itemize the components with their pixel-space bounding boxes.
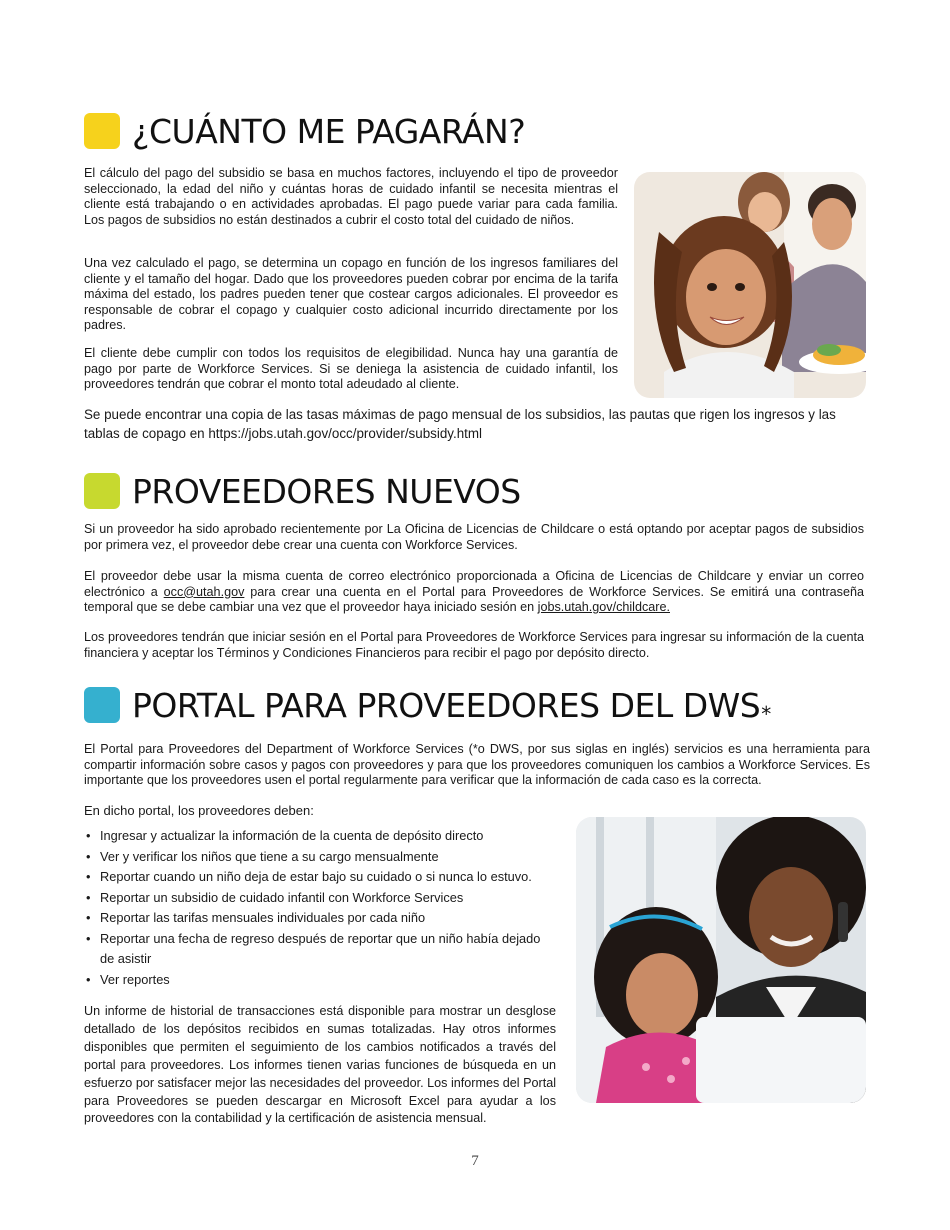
- section-title-text: PORTAL PARA PROVEEDORES DEL DWS: [132, 685, 761, 725]
- section-heading-new-providers: [84, 473, 521, 509]
- list-item: • Ingresar y actualizar la información de la cuenta de depósito directo: [84, 826, 554, 847]
- list-item: • Reportar un subsidio de cuidado infantil con Workforce Services: [84, 888, 554, 909]
- blue-square-icon: [84, 687, 120, 723]
- yellow-square-icon: [84, 113, 120, 149]
- childcare-link[interactable]: jobs.utah.gov/childcare.: [537, 600, 670, 615]
- family-photo-illustration: [634, 172, 866, 398]
- asterisk: *: [761, 701, 771, 726]
- section-title: ¿CUÁNTO ME PAGARÁN?: [132, 111, 526, 151]
- paragraph: Una vez calculado el pago, se determina un copago en función de los ingresos familiares del cliente y el tamaño del hogar. Dado que los proveedores pueden cobrar por encima de la tarifa máxima del estado, los padres pueden tener que costear cargos adicionales. El proveedor es responsable de cobrar el copago y cualquier costo adicional incurrido directamente por los padres.: [84, 256, 618, 333]
- paragraph: El Portal para Proveedores del Department of Workforce Services (*o DWS, por sus siglas en inglés) servicios es una herramienta para compartir información sobre casos y pagos con proveedores y para que los proveedores comuniquen los cambios a Workforce Services. Es importante que los proveedores usen el portal regularmente para verificar que la información de cada caso es la correcta.: [84, 742, 870, 788]
- mother-child-photo: [576, 817, 866, 1103]
- list-item: • Reportar una fecha de regreso después de reportar que un niño había dejado de asistir: [84, 929, 554, 970]
- family-photo: [634, 172, 866, 398]
- text: para crear una cuenta en el Portal para Proveedores de Workforce Services. Se emitirá una contraseña temporal que se debe cambiar una vez que el proveedor haya iniciado sesión en: [84, 584, 864, 615]
- section-heading-payment: [84, 113, 525, 149]
- section-heading-dws-portal: [84, 685, 771, 726]
- paragraph: En dicho portal, los proveedores deben:: [84, 803, 314, 818]
- paragraph: [84, 569, 864, 616]
- green-square-icon: [84, 473, 120, 509]
- paragraph: Si un proveedor ha sido aprobado recientemente por La Oficina de Licencias de Childcare o está optando por aceptar pagos de subsidios por primera vez, el proveedor debe crear una cuenta con Workforce Services.: [84, 522, 864, 552]
- email-link[interactable]: occ@utah.gov: [163, 584, 245, 599]
- paragraph: El cálculo del pago del subsidio se basa en muchos factores, incluyendo el tipo de proveedor seleccionado, la edad del niño y cuántas horas de cuidado infantil se necesita mientras el cliente está trabajando o en actividades aprobadas. El pago puede variar para cada familia. Los pagos de subsidios no están destinados a cubrir el costo total del cuidado de niños.: [84, 166, 618, 227]
- list-item: • Reportar cuando un niño deja de estar bajo su cuidado o si nunca lo estuvo.: [84, 867, 554, 888]
- paragraph: Los proveedores tendrán que iniciar sesión en el Portal para Proveedores de Workforce Services para ingresar su información de la cuenta financiera y aceptar los Términos y Condiciones Financieros para recibir el pago por depósito directo.: [84, 630, 864, 660]
- text: El proveedor debe usar la misma cuenta de correo electrónico proporcionada a Oficina de Licencias de Childcare y enviar un correo electrónico a: [84, 569, 864, 599]
- section-title: [132, 685, 771, 726]
- list-item: • Ver reportes: [84, 970, 554, 991]
- paragraph: Se puede encontrar una copia de las tasas máximas de pago mensual de los subsidios, las pautas que rigen los ingresos y las tablas de copago en https://jobs.utah.gov/occ/provider/subsidy.html: [84, 407, 836, 441]
- paragraph: Un informe de historial de transacciones está disponible para mostrar un desglose detallado de los depósitos recibidos en sumas totalizadas. Hay otros informes disponibles que permiten el seguimiento de los cambios notificados a través del portal para proveedores. Los informes tienen varias funciones de búsqueda en un esfuerzo por satisfacer mejor las necesidades del proveedor. Los informes del Portal para Proveedores se pueden descargar en Microsoft Excel para ayudar a los proveedores con la contabilidad y la certificación de asistencia mensual.: [84, 1004, 556, 1126]
- section-title: PROVEEDORES NUEVOS: [132, 471, 521, 511]
- list-item: • Reportar las tarifas mensuales individuales por cada niño: [84, 908, 554, 929]
- page-number: 7: [471, 1153, 479, 1169]
- mother-child-photo-illustration: [576, 817, 866, 1103]
- paragraph: El cliente debe cumplir con todos los requisitos de elegibilidad. Nunca hay una garantía de pago por parte de Workforce Services. Si se deniega la asistencia de cuidado infantil, los proveedores tendrán que cobrar el monto total adeudado al cliente.: [84, 346, 618, 392]
- portal-duties-list: [84, 826, 554, 990]
- list-item: • Ver y verificar los niños que tiene a su cargo mensualmente: [84, 847, 554, 868]
